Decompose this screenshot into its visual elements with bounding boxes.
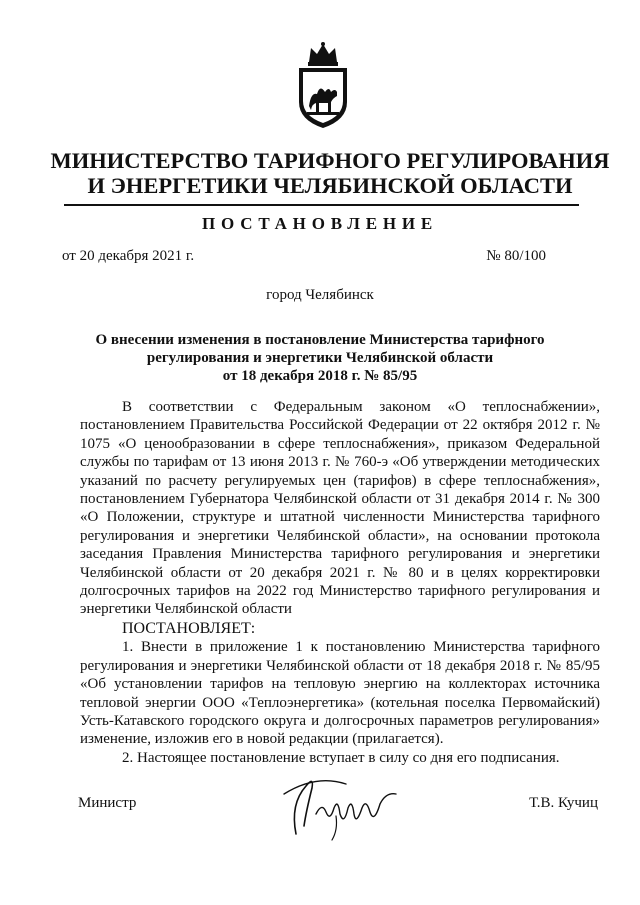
handwritten-signature-icon — [276, 764, 406, 844]
ministry-name-line1: МИНИСТЕРСТВО ТАРИФНОГО РЕГУЛИРОВАНИЯ — [50, 148, 610, 173]
document-title-line1: О внесении изменения в постановление Министерства тарифного — [95, 332, 545, 348]
item-2-paragraph: 2. Настоящее постановление вступает в силу со дня его подписания. — [122, 749, 560, 766]
document-date: от 20 декабря 2021 г. — [62, 248, 195, 264]
document-city: город Челябинск — [266, 287, 374, 303]
item-1-paragraph: 1. Внести в приложение 1 к постановлению Министерства тарифного регулирования и энергетики Челябинской области от 18 декабря 2018 г. № 85/95 «Об установлении тарифов на тепловую энергию на коллекторах источника тепловой энергии ООО «Теплоэнергетика» (котельная поселка Первомайский) Усть-Катавского городского округа и долгосрочных параметров регулирования» изменение, изложив его в новой редакции (прилагается). — [80, 639, 600, 748]
preamble-paragraph: В соответствии с Федеральным законом «О теплоснабжении», постановлением Правительства Российской Федерации от 22 октября 2012 г. № 1075 «О ценообразовании в сфере теплоснабжения», приказом Федеральной службы по тарифам от 13 июня 2013 г. № 760-э «Об утверждении методических указаний по расчету регулируемых цен (тарифов) в сфере теплоснабжения», постановлением Губернатора Челябинской области от 31 декабря 2014 г. № 300 «О Положении, структуре и штатной численности Министерства тарифного регулирования и энергетики Челябинской области», на основании протокола заседания Правления Министерства тарифного регулирования и энергетики Челябинской области от 20 декабря 2021 г. № 80 и в целях корректировки долгосрочных тарифов на 2022 год Министерство тарифного регулирования и энергетики Челябинской области — [80, 399, 600, 618]
document-type-heading: ПОСТАНОВЛЕНИЕ — [201, 214, 439, 233]
document-title-line3: от 18 декабря 2018 г. № 85/95 — [222, 368, 418, 384]
header-divider — [64, 204, 579, 206]
document-body — [80, 398, 600, 767]
ministry-name-line2: И ЭНЕРГЕТИКИ ЧЕЛЯБИНСКОЙ ОБЛАСТИ — [87, 173, 573, 198]
decree-word: ПОСТАНОВЛЯЕТ: — [122, 619, 256, 637]
coat-of-arms-icon — [293, 40, 353, 130]
document-number: № 80/100 — [486, 248, 546, 264]
signatory-name: Т.В. Кучиц — [529, 795, 598, 811]
document-title-line2: регулирования и энергетики Челябинской области — [146, 350, 494, 366]
signatory-position: Министр — [78, 795, 137, 811]
